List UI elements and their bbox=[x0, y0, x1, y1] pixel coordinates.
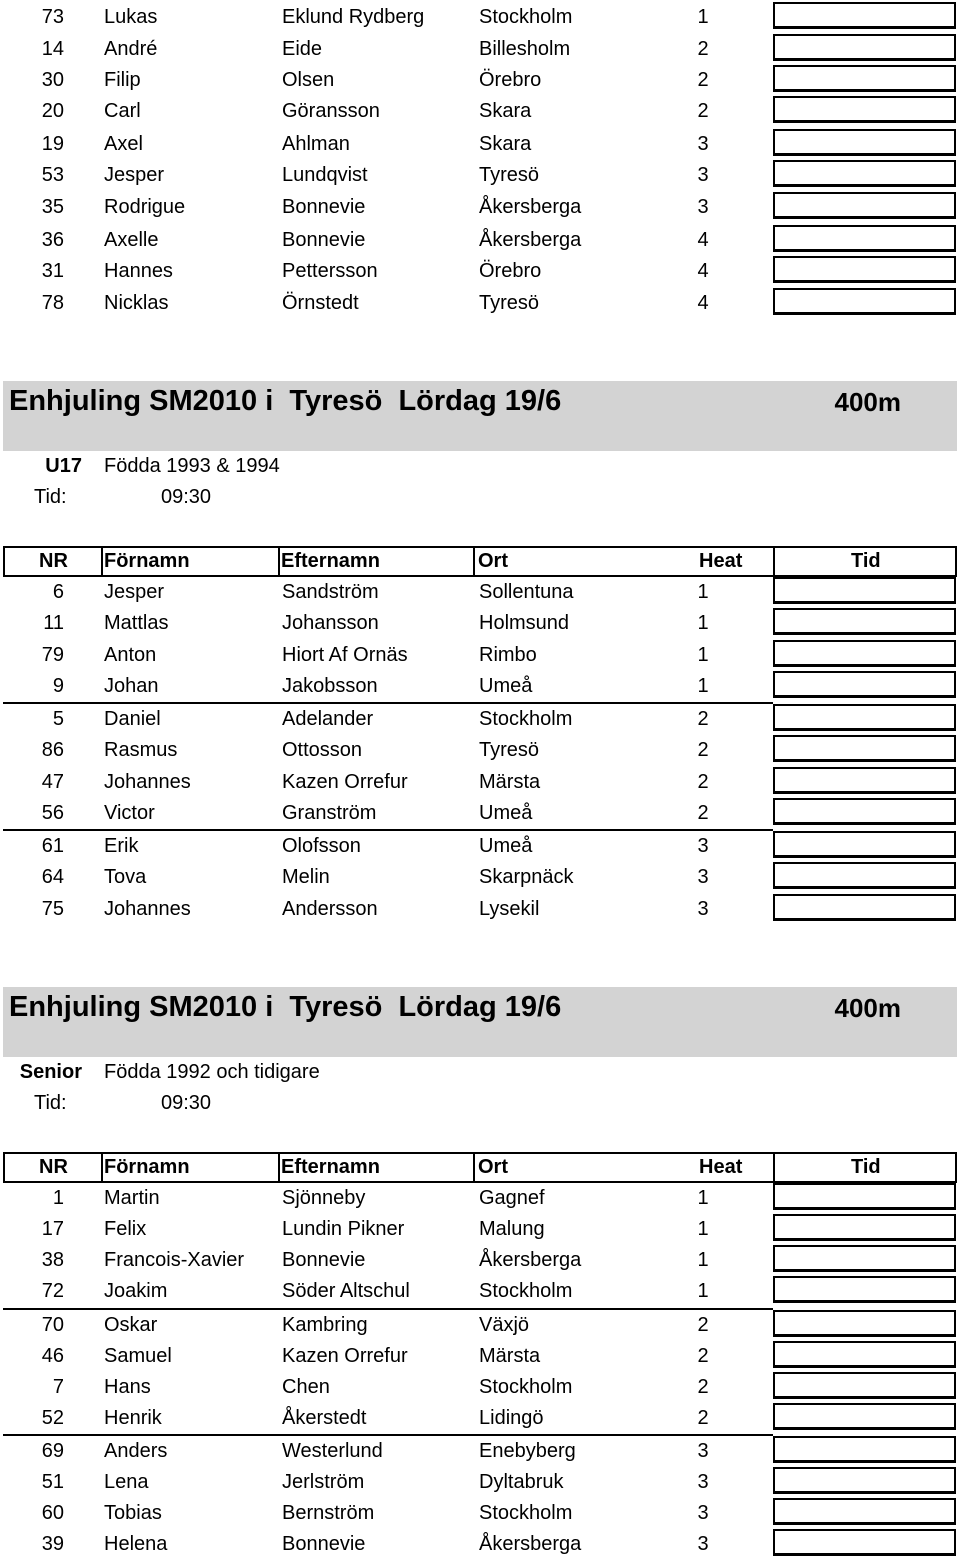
time-entry-box[interactable] bbox=[773, 34, 956, 61]
last-name: Bonnevie bbox=[282, 229, 366, 251]
heat-number: 1 bbox=[697, 1280, 709, 1302]
table-row bbox=[0, 577, 960, 608]
start-time: 09:30 bbox=[161, 486, 212, 508]
first-name: Axel bbox=[104, 133, 143, 155]
bib-number: 75 bbox=[41, 898, 64, 920]
start-time-label: Tid: bbox=[34, 486, 67, 508]
bib-number: 86 bbox=[41, 739, 64, 761]
time-entry-box[interactable] bbox=[773, 862, 956, 889]
first-name: Victor bbox=[104, 802, 155, 824]
bib-number: 47 bbox=[41, 771, 64, 793]
heat-number: 3 bbox=[697, 866, 709, 888]
first-name: Johannes bbox=[104, 771, 191, 793]
town: Tyresö bbox=[479, 164, 540, 186]
bib-number: 56 bbox=[41, 802, 64, 824]
table-header bbox=[3, 546, 957, 577]
event-distance: 400m bbox=[834, 387, 901, 417]
heat-separator bbox=[3, 829, 773, 831]
column-divider bbox=[101, 1152, 103, 1183]
table-row bbox=[0, 862, 960, 893]
heat-number: 1 bbox=[697, 1249, 709, 1271]
bib-number: 73 bbox=[41, 6, 64, 28]
last-name: Lundqvist bbox=[282, 164, 368, 186]
col-last-name-header: Efternamn bbox=[281, 550, 380, 572]
heat-number: 3 bbox=[697, 1533, 709, 1555]
heat-number: 2 bbox=[697, 739, 709, 761]
heat-number: 1 bbox=[697, 612, 709, 634]
heat-number: 4 bbox=[697, 292, 709, 314]
last-name: Westerlund bbox=[282, 1440, 383, 1462]
town: Skarpnäck bbox=[479, 866, 574, 888]
time-entry-box[interactable] bbox=[773, 1467, 956, 1494]
section-banner bbox=[3, 987, 957, 1057]
town: Stockholm bbox=[479, 1502, 573, 1524]
heat-number: 2 bbox=[697, 1376, 709, 1398]
bib-number: 51 bbox=[41, 1471, 64, 1493]
time-entry-box[interactable] bbox=[773, 1245, 956, 1272]
town: Enebyberg bbox=[479, 1440, 576, 1462]
heat-number: 2 bbox=[697, 1407, 709, 1429]
town: Lysekil bbox=[479, 898, 540, 920]
heat-number: 2 bbox=[697, 802, 709, 824]
first-name: Oskar bbox=[104, 1314, 158, 1336]
last-name: Bonnevie bbox=[282, 1249, 366, 1271]
col-last-name-header: Efternamn bbox=[281, 1156, 380, 1178]
bib-number: 79 bbox=[41, 644, 64, 666]
heat-number: 3 bbox=[697, 898, 709, 920]
town: Sollentuna bbox=[479, 581, 574, 603]
time-entry-box[interactable] bbox=[773, 704, 956, 731]
heat-number: 1 bbox=[697, 1187, 709, 1209]
town: Åkersberga bbox=[479, 229, 582, 251]
event-title: Enhjuling SM2010 i Tyresö Lördag 19/6 bbox=[9, 991, 562, 1023]
heat-number: 1 bbox=[697, 1218, 709, 1240]
time-entry-box[interactable] bbox=[773, 1436, 956, 1463]
town: Märsta bbox=[479, 771, 541, 793]
table-row bbox=[0, 1341, 960, 1372]
last-name: Jakobsson bbox=[282, 675, 378, 697]
heat-number: 4 bbox=[697, 260, 709, 282]
table-row bbox=[0, 256, 960, 287]
bib-number: 64 bbox=[41, 866, 64, 888]
table-row bbox=[0, 1245, 960, 1276]
table-row bbox=[0, 1276, 960, 1307]
bib-number: 1 bbox=[52, 1187, 64, 1209]
last-name: Bonnevie bbox=[282, 196, 366, 218]
bib-number: 30 bbox=[41, 69, 64, 91]
bib-number: 70 bbox=[41, 1314, 64, 1336]
column-divider bbox=[773, 1152, 775, 1183]
col-time-header: Tid bbox=[851, 550, 881, 572]
time-entry-box[interactable] bbox=[773, 65, 956, 92]
bib-number: 14 bbox=[41, 38, 64, 60]
table-row bbox=[0, 1183, 960, 1214]
column-divider bbox=[101, 546, 103, 577]
heat-number: 2 bbox=[697, 100, 709, 122]
last-name: Andersson bbox=[282, 898, 378, 920]
town: Billesholm bbox=[479, 38, 571, 60]
town: Umeå bbox=[479, 835, 533, 857]
table-row bbox=[0, 1467, 960, 1498]
first-name: Jesper bbox=[104, 164, 165, 186]
column-divider bbox=[473, 1152, 475, 1183]
heat-number: 2 bbox=[697, 771, 709, 793]
first-name: Henrik bbox=[104, 1407, 162, 1429]
table-header bbox=[3, 1152, 957, 1183]
first-name: Mattlas bbox=[104, 612, 169, 634]
bib-number: 46 bbox=[41, 1345, 64, 1367]
first-name: Felix bbox=[104, 1218, 147, 1240]
table-row bbox=[0, 34, 960, 65]
town: Örebro bbox=[479, 69, 542, 91]
age-class: U17 bbox=[45, 455, 82, 477]
last-name: Åkerstedt bbox=[282, 1407, 367, 1429]
last-name: Jerlström bbox=[282, 1471, 365, 1493]
town: Holmsund bbox=[479, 612, 570, 634]
town: Stockholm bbox=[479, 1280, 573, 1302]
table-row bbox=[0, 1436, 960, 1467]
first-name: Tova bbox=[104, 866, 147, 888]
town: Tyresö bbox=[479, 739, 540, 761]
start-time-label: Tid: bbox=[34, 1092, 67, 1114]
last-name: Kambring bbox=[282, 1314, 368, 1336]
table-row bbox=[0, 671, 960, 702]
last-name: Olsen bbox=[282, 69, 335, 91]
bib-number: 6 bbox=[52, 581, 64, 603]
town: Stockholm bbox=[479, 6, 573, 28]
first-name: Johan bbox=[104, 675, 159, 697]
first-name: Lukas bbox=[104, 6, 158, 28]
table-row bbox=[0, 96, 960, 127]
heat-number: 2 bbox=[697, 38, 709, 60]
table-row bbox=[0, 288, 960, 319]
time-entry-box[interactable] bbox=[773, 1372, 956, 1399]
last-name: Kazen Orrefur bbox=[282, 1345, 408, 1367]
last-name: Hiort Af Ornäs bbox=[282, 644, 408, 666]
col-first-name-header: Förnamn bbox=[104, 1156, 190, 1178]
first-name: Hans bbox=[104, 1376, 151, 1398]
col-town-header: Ort bbox=[478, 1156, 508, 1178]
time-entry-box[interactable] bbox=[773, 1214, 956, 1241]
heat-separator bbox=[3, 702, 773, 704]
table-row bbox=[0, 831, 960, 862]
time-entry-box[interactable] bbox=[773, 831, 956, 858]
town: Örebro bbox=[479, 260, 542, 282]
last-name: Sandström bbox=[282, 581, 379, 603]
time-entry-box[interactable] bbox=[773, 160, 956, 187]
heat-number: 2 bbox=[697, 69, 709, 91]
last-name: Olofsson bbox=[282, 835, 361, 857]
town: Umeå bbox=[479, 675, 533, 697]
table-row bbox=[0, 65, 960, 96]
bib-number: 78 bbox=[41, 292, 64, 314]
town: Gagnef bbox=[479, 1187, 545, 1209]
first-name: Axelle bbox=[104, 229, 159, 251]
heat-number: 3 bbox=[697, 1502, 709, 1524]
time-entry-box[interactable] bbox=[773, 767, 956, 794]
first-name: Anton bbox=[104, 644, 157, 666]
col-nr-header: NR bbox=[39, 1156, 68, 1178]
last-name: Eklund Rydberg bbox=[282, 6, 425, 28]
time-entry-box[interactable] bbox=[773, 577, 956, 604]
table-row bbox=[0, 1529, 960, 1560]
time-entry-box[interactable] bbox=[773, 2, 956, 29]
table-row bbox=[0, 1372, 960, 1403]
last-name: Melin bbox=[282, 866, 330, 888]
bib-number: 9 bbox=[52, 675, 64, 697]
column-divider bbox=[773, 546, 775, 577]
heat-number: 1 bbox=[697, 675, 709, 697]
col-town-header: Ort bbox=[478, 550, 508, 572]
time-entry-box[interactable] bbox=[773, 192, 956, 219]
town: Lidingö bbox=[479, 1407, 544, 1429]
time-entry-box[interactable] bbox=[773, 735, 956, 762]
first-name: Helena bbox=[104, 1533, 168, 1555]
time-entry-box[interactable] bbox=[773, 608, 956, 635]
heat-number: 3 bbox=[697, 133, 709, 155]
time-entry-box[interactable] bbox=[773, 1498, 956, 1525]
bib-number: 19 bbox=[41, 133, 64, 155]
time-entry-box[interactable] bbox=[773, 1529, 956, 1556]
table-row bbox=[0, 767, 960, 798]
first-name: Lena bbox=[104, 1471, 149, 1493]
last-name: Bonnevie bbox=[282, 1533, 366, 1555]
heat-number: 3 bbox=[697, 835, 709, 857]
table-row bbox=[0, 1310, 960, 1341]
time-entry-box[interactable] bbox=[773, 1310, 956, 1337]
bib-number: 61 bbox=[41, 835, 64, 857]
table-row bbox=[0, 2, 960, 33]
last-name: Lundin Pikner bbox=[282, 1218, 405, 1240]
heat-separator bbox=[3, 1308, 773, 1310]
last-name: Bernström bbox=[282, 1502, 375, 1524]
heat-number: 4 bbox=[697, 229, 709, 251]
heat-number: 2 bbox=[697, 708, 709, 730]
table-row bbox=[0, 1498, 960, 1529]
start-time: 09:30 bbox=[161, 1092, 212, 1114]
bib-number: 7 bbox=[52, 1376, 64, 1398]
table-row bbox=[0, 894, 960, 925]
first-name: Nicklas bbox=[104, 292, 169, 314]
first-name: Hannes bbox=[104, 260, 173, 282]
last-name: Sjönneby bbox=[282, 1187, 366, 1209]
first-name: Francois-Xavier bbox=[104, 1249, 245, 1271]
last-name: Chen bbox=[282, 1376, 330, 1398]
last-name: Göransson bbox=[282, 100, 380, 122]
table-row bbox=[0, 192, 960, 223]
col-nr-header: NR bbox=[39, 550, 68, 572]
town: Dyltabruk bbox=[479, 1471, 564, 1493]
town: Märsta bbox=[479, 1345, 541, 1367]
town: Tyresö bbox=[479, 292, 540, 314]
time-entry-box[interactable] bbox=[773, 96, 956, 123]
town: Umeå bbox=[479, 802, 533, 824]
heat-number: 3 bbox=[697, 164, 709, 186]
table-row bbox=[0, 160, 960, 191]
first-name: Jesper bbox=[104, 581, 165, 603]
table-row bbox=[0, 640, 960, 671]
time-entry-box[interactable] bbox=[773, 1183, 956, 1210]
heat-number: 1 bbox=[697, 644, 709, 666]
first-name: Daniel bbox=[104, 708, 161, 730]
town: Malung bbox=[479, 1218, 545, 1240]
event-distance: 400m bbox=[834, 993, 901, 1023]
table-row bbox=[0, 225, 960, 256]
town: Åkersberga bbox=[479, 1533, 582, 1555]
heat-separator bbox=[3, 1434, 773, 1436]
table-row bbox=[0, 735, 960, 766]
first-name: André bbox=[104, 38, 158, 60]
town: Växjö bbox=[479, 1314, 530, 1336]
town: Åkersberga bbox=[479, 1249, 582, 1271]
bib-number: 52 bbox=[41, 1407, 64, 1429]
first-name: Johannes bbox=[104, 898, 191, 920]
heat-number: 3 bbox=[697, 1440, 709, 1462]
heat-number: 3 bbox=[697, 196, 709, 218]
time-entry-box[interactable] bbox=[773, 256, 956, 283]
last-name: Pettersson bbox=[282, 260, 378, 282]
col-heat-header: Heat bbox=[699, 1156, 743, 1178]
time-entry-box[interactable] bbox=[773, 129, 956, 156]
first-name: Filip bbox=[104, 69, 141, 91]
time-entry-box[interactable] bbox=[773, 640, 956, 667]
town: Åkersberga bbox=[479, 196, 582, 218]
first-name: Rasmus bbox=[104, 739, 178, 761]
heat-number: 3 bbox=[697, 1471, 709, 1493]
first-name: Samuel bbox=[104, 1345, 172, 1367]
first-name: Joakim bbox=[104, 1280, 168, 1302]
time-entry-box[interactable] bbox=[773, 288, 956, 315]
table-row bbox=[0, 704, 960, 735]
last-name: Ahlman bbox=[282, 133, 350, 155]
column-divider bbox=[278, 1152, 280, 1183]
first-name: Tobias bbox=[104, 1502, 162, 1524]
section-banner bbox=[3, 381, 957, 451]
town: Skara bbox=[479, 133, 532, 155]
bib-number: 20 bbox=[41, 100, 64, 122]
time-entry-box[interactable] bbox=[773, 1341, 956, 1368]
bib-number: 11 bbox=[43, 612, 64, 634]
time-entry-box[interactable] bbox=[773, 225, 956, 252]
town: Skara bbox=[479, 100, 532, 122]
last-name: Kazen Orrefur bbox=[282, 771, 408, 793]
time-entry-box[interactable] bbox=[773, 671, 956, 698]
table-row bbox=[0, 798, 960, 829]
bib-number: 36 bbox=[41, 229, 64, 251]
bib-number: 5 bbox=[52, 708, 64, 730]
last-name: Johansson bbox=[282, 612, 379, 634]
town: Stockholm bbox=[479, 1376, 573, 1398]
first-name: Carl bbox=[104, 100, 141, 122]
bib-number: 31 bbox=[41, 260, 64, 282]
bib-number: 17 bbox=[41, 1218, 64, 1240]
last-name: Örnstedt bbox=[282, 292, 359, 314]
col-heat-header: Heat bbox=[699, 550, 743, 572]
first-name: Rodrigue bbox=[104, 196, 186, 218]
column-divider bbox=[473, 546, 475, 577]
first-name: Erik bbox=[104, 835, 139, 857]
heat-number: 2 bbox=[697, 1345, 709, 1367]
last-name: Eide bbox=[282, 38, 323, 60]
birth-years: Födda 1993 & 1994 bbox=[104, 455, 280, 477]
time-entry-box[interactable] bbox=[773, 1403, 956, 1430]
table-row bbox=[0, 1214, 960, 1245]
first-name: Martin bbox=[104, 1187, 160, 1209]
column-divider bbox=[278, 546, 280, 577]
last-name: Adelander bbox=[282, 708, 374, 730]
event-title: Enhjuling SM2010 i Tyresö Lördag 19/6 bbox=[9, 385, 562, 417]
heat-number: 2 bbox=[697, 1314, 709, 1336]
bib-number: 69 bbox=[41, 1440, 64, 1462]
time-entry-box[interactable] bbox=[773, 1276, 956, 1303]
col-first-name-header: Förnamn bbox=[104, 550, 190, 572]
town: Rimbo bbox=[479, 644, 537, 666]
last-name: Granström bbox=[282, 802, 377, 824]
table-row bbox=[0, 129, 960, 160]
bib-number: 35 bbox=[41, 196, 64, 218]
bib-number: 38 bbox=[41, 1249, 64, 1271]
first-name: Anders bbox=[104, 1440, 168, 1462]
col-time-header: Tid bbox=[851, 1156, 881, 1178]
age-class: Senior bbox=[19, 1061, 82, 1083]
time-entry-box[interactable] bbox=[773, 894, 956, 921]
table-row bbox=[0, 1403, 960, 1434]
heat-number: 1 bbox=[697, 6, 709, 28]
heat-number: 1 bbox=[697, 581, 709, 603]
table-row bbox=[0, 608, 960, 639]
bib-number: 53 bbox=[41, 164, 64, 186]
time-entry-box[interactable] bbox=[773, 798, 956, 825]
bib-number: 60 bbox=[41, 1502, 64, 1524]
bib-number: 72 bbox=[41, 1280, 64, 1302]
bib-number: 39 bbox=[41, 1533, 64, 1555]
birth-years: Födda 1992 och tidigare bbox=[104, 1061, 320, 1083]
last-name: Söder Altschul bbox=[282, 1280, 410, 1302]
town: Stockholm bbox=[479, 708, 573, 730]
last-name: Ottosson bbox=[282, 739, 363, 761]
